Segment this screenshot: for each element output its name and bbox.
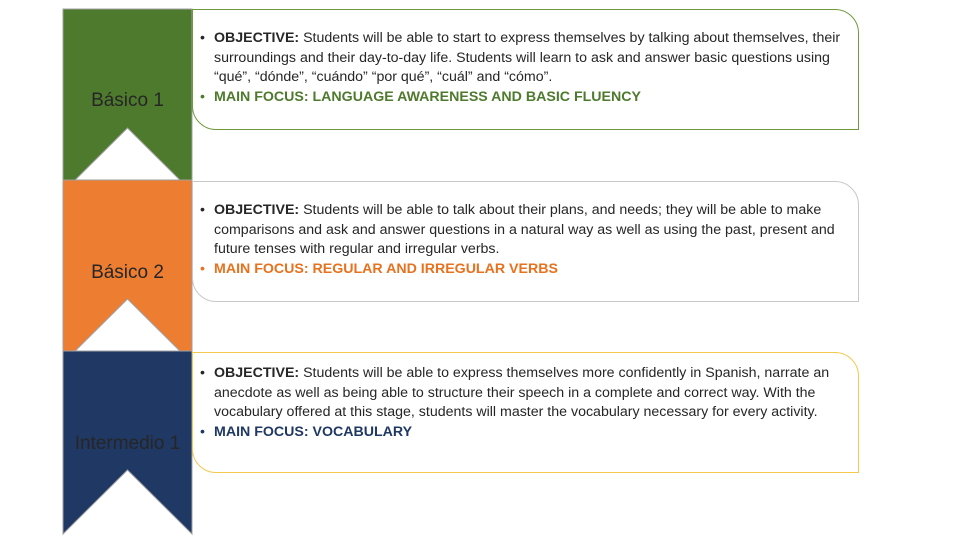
objective-label: OBJECTIVE: <box>214 202 300 218</box>
panel-text-basico-1 <box>200 29 856 107</box>
level-label-basico-1: Básico 1 <box>91 90 164 111</box>
objective-label: OBJECTIVE: <box>214 365 300 381</box>
main-focus-item <box>200 423 856 443</box>
level-label-basico-2: Básico 2 <box>91 262 164 283</box>
objective-item <box>200 201 856 260</box>
main-focus-text: MAIN FOCUS: REGULAR AND IRREGULAR VERBS <box>214 260 558 277</box>
level-label-intermedio-1: Intermedio 1 <box>74 433 181 454</box>
main-focus-text: MAIN FOCUS: LANGUAGE AWARENESS AND BASIC FLUENCY <box>214 88 641 105</box>
objective-text: Students will be able to start to express themselves by talking about themselves, their surroundings and their day-to-day life. Students will learn to ask and answer basic questions using “qué”, “dónde”, “cuándo” “por qué”, “cuál” and “cómo”. <box>214 30 841 85</box>
objective-label: OBJECTIVE: <box>214 30 300 46</box>
panel-text-intermedio-1 <box>200 364 856 442</box>
main-focus-item <box>200 88 856 108</box>
objective-item <box>200 364 856 423</box>
objective-item <box>200 29 856 88</box>
panel-text-basico-2 <box>200 201 856 279</box>
objective-text: Students will be able to express themselves more confidently in Spanish, narrate an anecdote as well as being able to structure their speech in a complete and correct way. With the vocabulary offered at this stage, students will master the vocabulary necessary for every activity. <box>214 365 830 420</box>
objective-text: Students will be able to talk about their plans, and needs; they will be able to make comparisons and ask and answer questions in a natural way as well as using the past, present and future tenses with regular and irregular verbs. <box>214 202 835 257</box>
main-focus-item <box>200 260 856 280</box>
main-focus-text: MAIN FOCUS: VOCABULARY <box>214 423 413 440</box>
